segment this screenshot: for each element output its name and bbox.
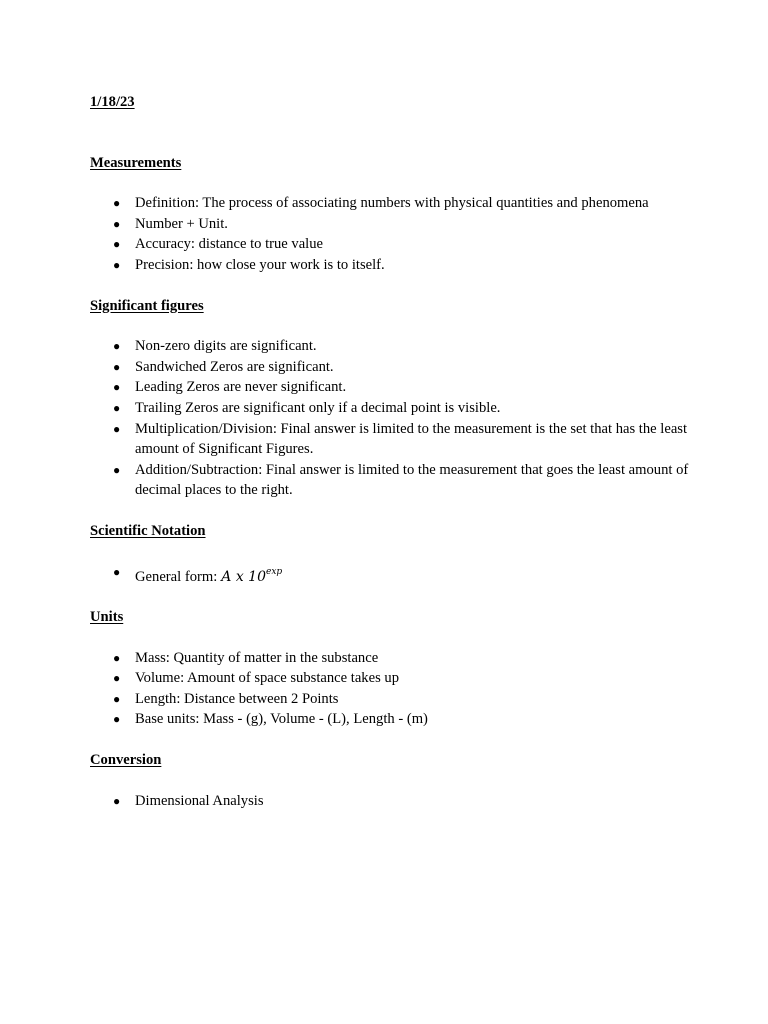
list-item: ● Definition: The process of associating numbers with physical quantities and phenomena (90, 193, 690, 214)
bullet-icon: ● (113, 650, 121, 665)
list-item: ● Non-zero digits are significant. (90, 336, 690, 357)
list-item: ● Multiplication/Division: Final answer is limited to the measurement is the set that has the least amount of Significant Figures. (113, 420, 688, 458)
note-date: 1/18/23 (90, 94, 135, 110)
conversion-list (90, 791, 690, 812)
bullet-icon: ● (113, 237, 121, 252)
measurements-list (90, 193, 690, 275)
bullet-icon: ● (113, 216, 121, 231)
heading-significant-figures: Significant figures (90, 297, 204, 314)
list-item: ● Trailing Zeros are significant only if a decimal point is visible. (90, 398, 690, 419)
list-item: ● General form: A x $10^{exp}$ (90, 562, 690, 588)
list-item: ● Addition/Subtraction: Final answer is limited to the measurement that goes the least amount of decimal places to the right. (113, 461, 689, 499)
list-item: ● Number + Unit. (90, 214, 690, 235)
formula-exponent: exp (266, 566, 283, 577)
list-item: ● Mass: Quantity of matter in the substance (90, 648, 690, 669)
bullet-icon: ● (113, 671, 121, 686)
list-item: ● Dimensional Analysis (90, 791, 690, 812)
bullet-icon: ● (113, 564, 121, 579)
scientific-notation-list (90, 562, 690, 588)
bullet-icon: ● (113, 359, 121, 374)
units-list (90, 648, 690, 730)
bullet-icon: ● (113, 462, 121, 477)
bullet-icon: ● (113, 257, 121, 272)
bullet-icon: ● (113, 793, 121, 808)
heading-scientific-notation: Scientific Notation (90, 522, 206, 539)
heading-conversion: Conversion (90, 752, 162, 769)
bullet-icon: ● (113, 400, 121, 415)
list-item: ● Sandwiched Zeros are significant. (90, 357, 690, 378)
list-item: ● Leading Zeros are never significant. (90, 377, 690, 398)
bullet-icon: ● (113, 339, 121, 354)
bullet-icon: ● (113, 380, 121, 395)
list-item: ● Length: Distance between 2 Points (90, 689, 690, 710)
formula: A x $10^{exp}$ (221, 566, 283, 585)
heading-units: Units (90, 609, 124, 626)
list-item: ● Volume: Amount of space substance takes up (90, 668, 690, 689)
list-item: ● Accuracy: distance to true value (90, 234, 690, 255)
significant-figures-list (90, 336, 690, 501)
bullet-icon: ● (113, 691, 121, 706)
bullet-icon: ● (113, 712, 121, 727)
bullet-icon: ● (113, 421, 121, 436)
list-item: ● Base units: Mass - (g), Volume - (L), Length - (m) (90, 709, 690, 730)
heading-measurements: Measurements (90, 154, 182, 171)
list-item: ● Precision: how close your work is to itself. (90, 255, 690, 276)
document-page (90, 92, 690, 831)
bullet-icon: ● (113, 196, 121, 211)
